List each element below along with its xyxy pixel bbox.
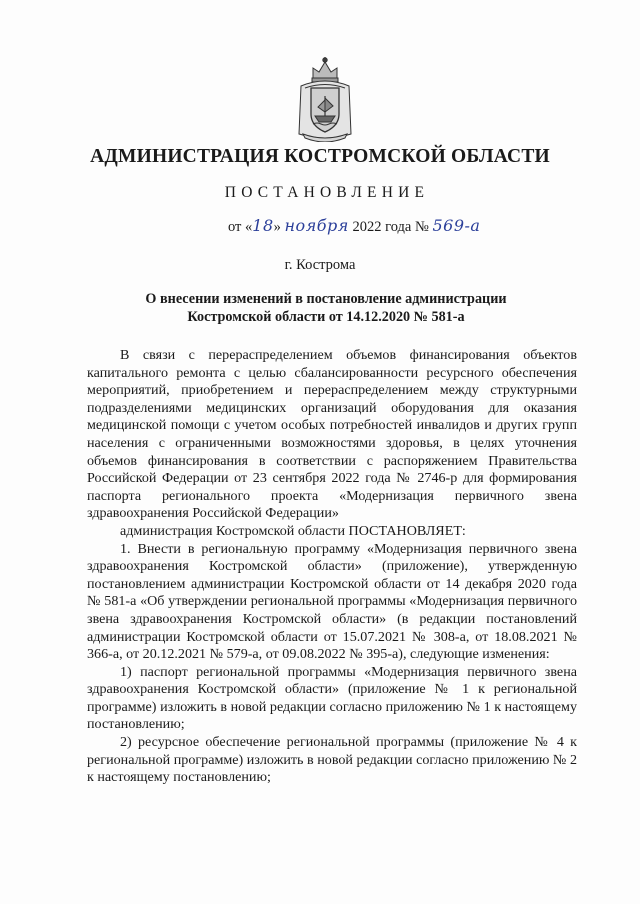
date-quote-close: »: [273, 219, 281, 235]
date-month-handwritten: ноября: [284, 216, 349, 235]
date-prefix: от «: [228, 219, 253, 235]
body-paragraph: администрация Костромской области ПОСТАНОВЛЯЕТ:: [120, 522, 466, 539]
document-number-handwritten: 569-а: [432, 216, 481, 235]
subject-line-2: Костромской области от 14.12.2020 № 581-а: [187, 309, 465, 325]
document-type: ПОСТАНОВЛЕНИЕ: [224, 184, 430, 201]
date-year-text: 2022 года №: [352, 219, 429, 235]
subject-line-1: О внесении изменений в постановление администрации: [145, 291, 507, 307]
kostroma-oblast-coat-of-arms-icon: [295, 56, 355, 142]
city-line: г. Кострома: [284, 257, 356, 273]
body-paragraph: 1) паспорт региональной программы «Модернизация первичного звена здравоохранения Костромской области» (приложение № 1 к региональной программе) изложить в новой редакции согласно приложению № 1 к настоящему постановлению;: [87, 663, 577, 733]
body-paragraph: 1. Внести в региональную программу «Модернизация первичного звена здравоохранения Костромской области» (приложение), утвержденную постановлением администрации Костромской области от 14 декабря 2020 года № 581-а «Об утверждении региональной программы «Модернизация первичного звена здравоохранения Костромской области» (в редакции постановлений администрации Костромской области от 15.07.2021 № 308-а, от 18.08.2021 № 366-а, от 20.12.2021 № 579-а, от 09.08.2022 № 395-а), следующие изменения:: [87, 540, 577, 663]
body-paragraph: 2) ресурсное обеспечение региональной программы (приложение № 4 к региональной программе) изложить в новой редакции согласно приложению № 2 к настоящему постановлению;: [87, 734, 577, 786]
organization-title: АДМИНИСТРАЦИЯ КОСТРОМСКОЙ ОБЛАСТИ: [90, 146, 550, 167]
body-paragraph: В связи с перераспределением объемов финансирования объектов капитального ремонта с целью сбалансированности ресурсного обеспечения мероприятий, приобретением и перераспределением между структурными подразделениями медицинских организаций оборудования для оказания медицинской помощи с учетом особых потребностей инвалидов и других групп населения с ограниченными возможностями здоровья, в целях уточнения объемов финансирования в соответствии с распоряжением Правительства Российской Федерации от 23 сентября 2022 года № 2746-р для формирования паспорта регионального проекта «Модернизация первичного звена здравоохранения Российской Федерации»: [87, 347, 577, 522]
document-subject: [100, 290, 552, 326]
date-day-handwritten: 18: [252, 216, 274, 235]
document-body: [87, 347, 577, 787]
date-line: [228, 216, 480, 236]
